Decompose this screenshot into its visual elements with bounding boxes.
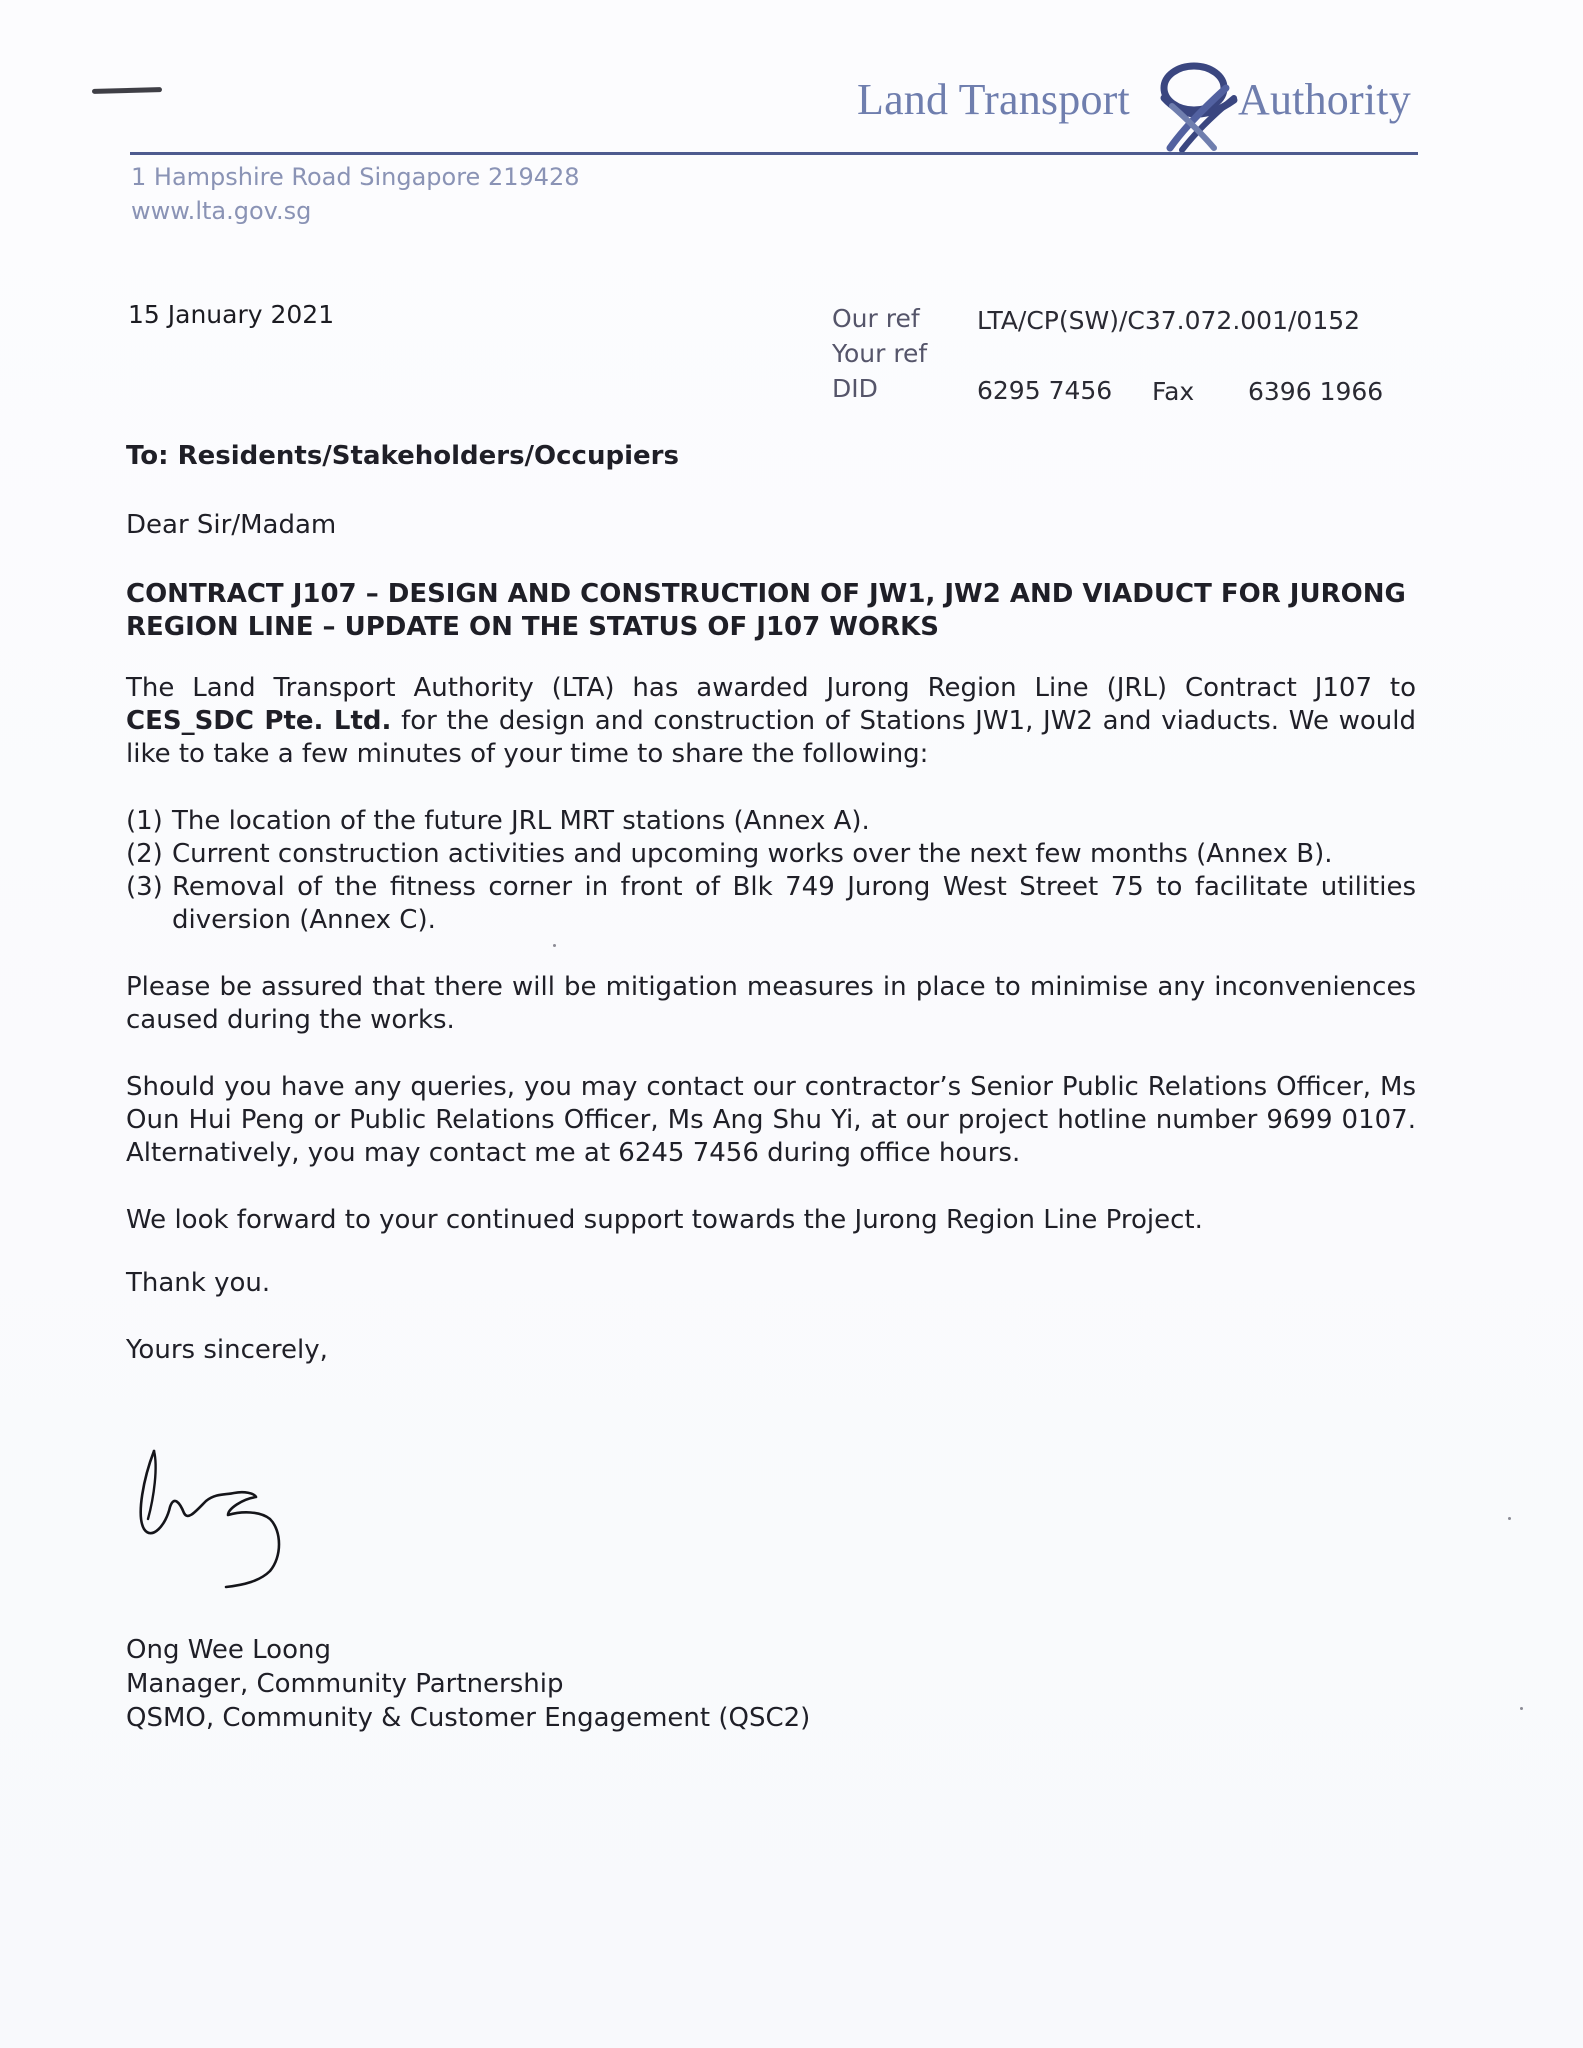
- item-list: [126, 805, 1416, 937]
- signatory-title: Manager, Community Partnership: [126, 1669, 564, 1699]
- queries-paragraph: Should you have any queries, you may contact our contractor’s Senior Public Relations Officer, Ms Oun Hui Peng or Public Relations Officer, Ms Ang Shu Yi, at our project hotline number 9699 0107. Alternatively, you may contact me at 6245 7456 during office hours.: [126, 1072, 1416, 1168]
- list-item-text: Removal of the fitness corner in front of Blk 749 Jurong West Street 75 to facilitate utilities diversion (Annex C).: [172, 872, 1416, 935]
- intro-text-after: for the design and construction of Stations JW1, JW2 and viaducts. We would like to take a few minutes of your time to share the following:: [126, 706, 1417, 769]
- punch-mark: [92, 87, 162, 94]
- intro-paragraph: [126, 672, 1416, 771]
- list-item-number: (2): [126, 839, 163, 869]
- scan-speck: [1508, 1517, 1511, 1520]
- list-item-number: (3): [126, 872, 163, 902]
- did-label: DID: [832, 374, 878, 403]
- salutation: Dear Sir/Madam: [126, 510, 337, 540]
- thanks-line: Thank you.: [126, 1268, 271, 1298]
- your-ref-label: Your ref: [832, 339, 928, 368]
- list-item-text: The location of the future JRL MRT stations (Annex A).: [172, 806, 870, 836]
- assurance-paragraph: Please be assured that there will be mitigation measures in place to minimise any inconveniences caused during the works.: [126, 972, 1416, 1035]
- header-rule: [130, 152, 1418, 155]
- your-ref-row: [832, 339, 1392, 374]
- fax-value: 6396 1966: [1248, 377, 1384, 406]
- scan-speck: [553, 944, 556, 947]
- list-item: [126, 871, 1416, 937]
- signatory-block: [126, 1633, 1416, 1735]
- list-item-text: Current construction activities and upcoming works over the next few months (Annex B).: [172, 839, 1333, 869]
- reference-block: [832, 304, 1392, 409]
- letter-body: [126, 440, 1416, 1735]
- our-ref-label: Our ref: [832, 304, 920, 333]
- closing-line: Yours sincerely,: [126, 1335, 328, 1365]
- did-value: 6295 7456: [977, 376, 1113, 405]
- signatory-department: QSMO, Community & Customer Engagement (QSC2): [126, 1703, 811, 1733]
- handwritten-signature: [132, 1437, 322, 1597]
- list-item: [126, 805, 1416, 838]
- signatory-name: Ong Wee Loong: [126, 1635, 331, 1665]
- our-ref-row: [832, 304, 1392, 339]
- subject-heading: CONTRACT J107 – DESIGN AND CONSTRUCTION OF JW1, JW2 AND VIADUCT FOR JURONG REGION LINE – UPDATE ON THE STATUS OF J107 WORKS: [126, 579, 1406, 642]
- website-text: www.lta.gov.sg: [131, 197, 312, 225]
- letter-date: 15 January 2021: [128, 300, 335, 329]
- sender-address: [131, 160, 580, 228]
- contractor-name: CES_SDC Pte. Ltd.: [126, 706, 392, 736]
- list-item-number: (1): [126, 806, 163, 836]
- recipient-line: To: Residents/Stakeholders/Occupiers: [126, 441, 679, 471]
- address-line: 1 Hampshire Road Singapore 219428: [131, 163, 580, 191]
- list-item: [126, 838, 1416, 871]
- our-ref-value: LTA/CP(SW)/C37.072.001/0152: [977, 306, 1361, 335]
- org-name-part2: Authority: [1238, 75, 1411, 124]
- support-paragraph: We look forward to your continued support towards the Jurong Region Line Project.: [126, 1205, 1203, 1235]
- scan-speck: [1520, 1707, 1523, 1710]
- lta-ribbon-logo-icon: [1150, 58, 1240, 154]
- fax-label: Fax: [1152, 377, 1195, 406]
- org-name-part1: Land Transport: [857, 75, 1130, 124]
- intro-text-before: The Land Transport Authority (LTA) has awarded Jurong Region Line (JRL) Contract J107 to: [126, 673, 1416, 703]
- did-row: [832, 374, 1392, 409]
